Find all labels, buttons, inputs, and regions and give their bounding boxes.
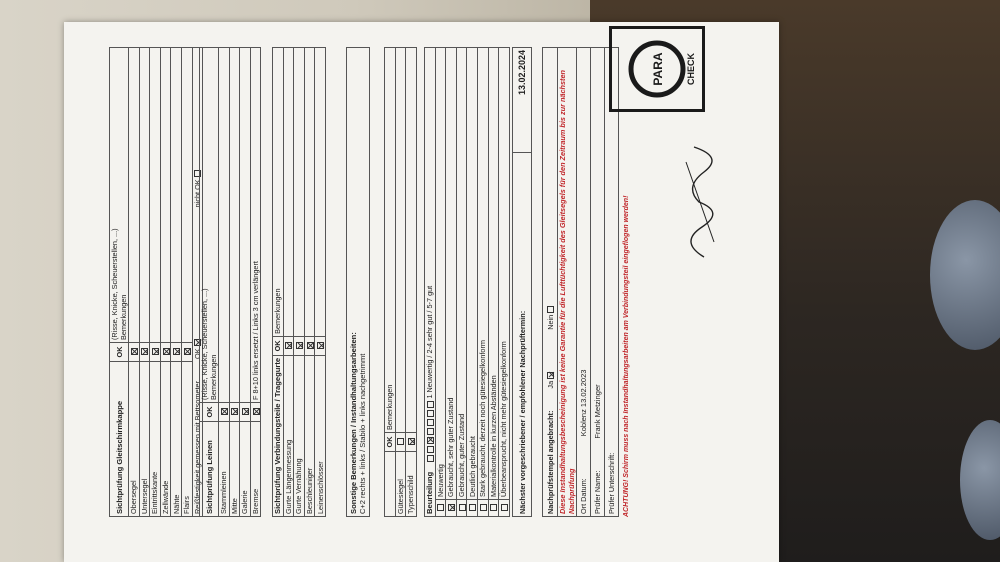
- table-row: [315, 48, 326, 517]
- row-label: Gütesiegel: [395, 452, 406, 517]
- table-row: [446, 48, 457, 517]
- remarks-header: Bemerkungen: [273, 288, 283, 334]
- row-label: Flairs: [181, 362, 192, 517]
- signature-block: [542, 47, 630, 517]
- table-row: [219, 48, 230, 517]
- row-label: Deutlich gebraucht: [467, 48, 478, 500]
- checkbox[interactable]: [427, 410, 434, 417]
- section-title: Sonstige Bemerkungen / Instandhaltungsarbeiten:: [349, 332, 358, 514]
- checkbox[interactable]: [427, 419, 434, 426]
- row-label: Zellwände: [160, 362, 171, 517]
- section-title: Sichtprüfung Verbindungsteile / Tragegurte: [273, 357, 283, 514]
- table-row: [240, 48, 251, 517]
- checkbox[interactable]: [221, 409, 228, 416]
- row-label: Neuwertig: [435, 48, 446, 500]
- checkbox[interactable]: [459, 505, 466, 512]
- porosity-notok: nicht OK: [192, 179, 202, 208]
- row-label: Eintrittskante: [150, 362, 161, 517]
- ok-header: OK: [204, 406, 214, 418]
- checkbox[interactable]: [141, 349, 148, 356]
- checkbox[interactable]: [437, 505, 444, 512]
- checkbox[interactable]: [163, 349, 170, 356]
- section-title: Sichtprüfung Leinen: [204, 440, 214, 514]
- signature-scribble: [674, 142, 724, 262]
- name-value: Frank Metzinger: [593, 384, 602, 439]
- table-row: [171, 48, 182, 517]
- table-row: [150, 48, 161, 517]
- table-row: [160, 48, 171, 517]
- row-label: Materialkontrolle in kurzen Abständen: [488, 48, 499, 500]
- remarks-header: Bemerkungen: [209, 354, 218, 400]
- checkbox[interactable]: [253, 409, 260, 416]
- section-title: Sichtprüfung Gleitschirmkappe: [114, 400, 124, 514]
- inspection-sheet: [64, 22, 779, 562]
- stamp-logo-icon: [612, 29, 702, 109]
- row-label: Gurte Vernähung: [294, 355, 305, 516]
- table-row: [406, 48, 417, 517]
- row-label: Leinenschlösser: [315, 355, 326, 516]
- row-label: Stark gebraucht, derzeit noch gütesiegelkonform: [477, 48, 488, 500]
- checkbox[interactable]: [307, 342, 314, 349]
- scale-text: 1 Neuwertig / 2-4 sehr gut / 5-7 gut: [425, 285, 435, 399]
- stamp-label: Nachprüfstempel angebracht:: [545, 410, 555, 514]
- row-label: Typenschild: [406, 452, 417, 517]
- place-label: Ort Datum:: [579, 478, 588, 514]
- warning-text: Diese Instandhaltungsbescheinigung ist keine Garantie für die Lufttüchtigkeit des Gleitsegels für den Zeitraum bis zur nächsten Nachprüfung: [558, 70, 576, 514]
- table-row: [488, 48, 499, 517]
- stamp-yes-label: Ja: [545, 380, 555, 389]
- row-label: Überbeansprucht, nicht mehr gütesiegelkonform: [499, 48, 510, 500]
- row-label: Nähte: [171, 362, 182, 517]
- seal-inspection: [384, 47, 417, 517]
- table-row: [395, 48, 406, 517]
- hint: (Risse, Knicke, Scheuerstellen, ...): [110, 228, 119, 340]
- porosity-ok: OK: [192, 348, 202, 359]
- svg-text:CHECK: CHECK: [686, 52, 696, 86]
- table-row: [477, 48, 488, 517]
- row-label: Beschleuniger: [304, 355, 315, 516]
- porosity-label: Reißfestigkeit gemessen mit Bettsometer: [192, 380, 202, 514]
- remarks-text: C+2 rechts + links / Stabilo + links nachgetrimmt: [358, 353, 367, 514]
- ok-header: OK: [385, 436, 395, 448]
- bremse-remark: F 8+10 links ersetzt / Links 3 cm verlängert: [250, 48, 261, 403]
- place-value: Koblenz 13.02.2023: [579, 369, 588, 437]
- remarks-header: Bemerkungen: [119, 294, 128, 340]
- table-row: [435, 48, 446, 517]
- signature-label: Prüfer Unterschrift:: [607, 452, 616, 514]
- checkbox[interactable]: [427, 437, 434, 444]
- risers-inspection: [272, 47, 326, 517]
- other-remarks: [346, 47, 370, 517]
- table-row: [250, 48, 261, 517]
- checkbox[interactable]: [427, 401, 434, 408]
- name-label: Prüfer Name:: [593, 470, 602, 514]
- checkbox[interactable]: [427, 446, 434, 453]
- checkbox[interactable]: [547, 306, 554, 313]
- stamp-no-label: Nein: [545, 314, 555, 330]
- checkbox[interactable]: [397, 439, 404, 446]
- checkbox[interactable]: [427, 428, 434, 435]
- checkbox[interactable]: [173, 349, 180, 356]
- row-label: Obersegel: [129, 362, 140, 517]
- checkbox[interactable]: [501, 505, 508, 512]
- checkbox[interactable]: [490, 505, 497, 512]
- table-row: [139, 48, 150, 517]
- checkbox[interactable]: [480, 505, 487, 512]
- checkbox[interactable]: [427, 455, 434, 462]
- table-row: [283, 48, 294, 517]
- table-row: [499, 48, 510, 517]
- lines-inspection: [199, 47, 261, 517]
- checkbox[interactable]: [469, 505, 476, 512]
- table-row: [467, 48, 478, 517]
- checkbox[interactable]: [285, 342, 292, 349]
- next-inspection-date: 13.02.2024: [516, 50, 527, 96]
- assessment: [424, 47, 510, 517]
- footer-warning: ACHTUNG! Schirm muss nach Instandhaltungsarbeiten am Verbindungsteil eingeflogen werden!: [623, 195, 630, 517]
- table-row: [229, 48, 240, 517]
- checkbox[interactable]: [547, 372, 554, 379]
- checkbox[interactable]: [242, 409, 249, 416]
- table-row: [456, 48, 467, 517]
- row-label: Stammleinen: [219, 422, 230, 517]
- next-inspection: [512, 47, 532, 517]
- row-label: Bremse: [250, 422, 261, 517]
- next-inspection-label: Nächster vorgeschriebener / empfohlener Nachprüftermin:: [517, 310, 527, 514]
- checkbox[interactable]: [317, 342, 324, 349]
- checkbox[interactable]: [152, 349, 159, 356]
- checkbox[interactable]: [296, 342, 303, 349]
- row-label: Gebraucht, sehr guter Zustand: [446, 48, 457, 500]
- hint: (Risse, Knicke, Scheuerstellen, ...): [200, 288, 209, 400]
- checkbox[interactable]: [448, 505, 455, 512]
- checkbox[interactable]: [184, 349, 191, 356]
- checkbox[interactable]: [231, 409, 238, 416]
- svg-text:PARA: PARA: [651, 52, 665, 86]
- table-row: [129, 48, 140, 517]
- remarks-header: Bemerkungen: [385, 384, 395, 430]
- canopy-inspection: [109, 47, 203, 517]
- row-label: Galerie: [240, 422, 251, 517]
- section-title: Beurteilung: [425, 471, 435, 514]
- checkbox[interactable]: [408, 439, 415, 446]
- table-row: [181, 48, 192, 517]
- ok-header: OK: [273, 340, 283, 352]
- ok-header: OK: [114, 346, 124, 358]
- row-label: Gurte Längenmessung: [283, 355, 294, 516]
- row-label: Untersegel: [139, 362, 150, 517]
- row-label: Gebraucht, guter Zustand: [456, 48, 467, 500]
- table-row: [304, 48, 315, 517]
- para-check-stamp: [609, 26, 705, 112]
- row-label: Mitte: [229, 422, 240, 517]
- checkbox[interactable]: [131, 349, 138, 356]
- table-row: [294, 48, 305, 517]
